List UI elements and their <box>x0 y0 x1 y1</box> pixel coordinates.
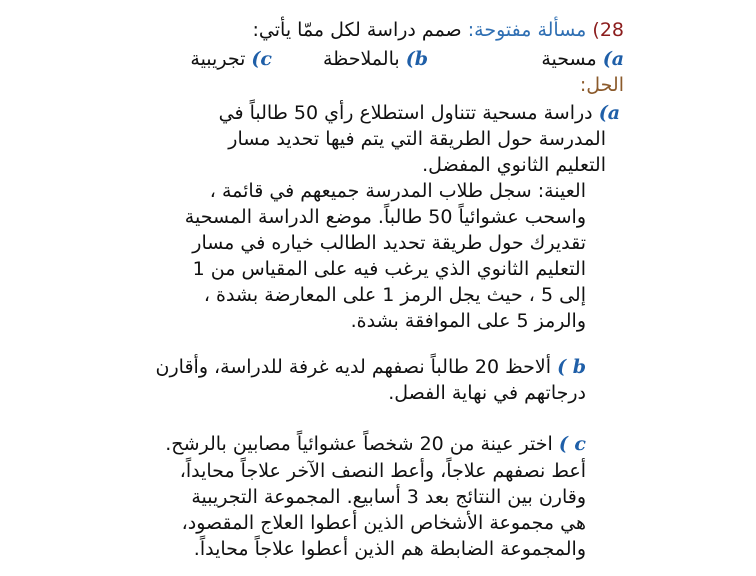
part-b-line-2: درجاتهم في نهاية الفصل. <box>388 382 586 404</box>
part-c-line-5: والمجموعة الضابطة هم الذين أعطوا علاجاً محايداً. <box>193 538 586 560</box>
part-a-line-1 <box>219 100 620 126</box>
part-a-line-2: المدرسة حول الطريقة التي يتم فيها تحديد مسار <box>228 128 606 150</box>
part-a-line-5: واسحب عشوائياً 50 طالباً. موضع الدراسة المسحية <box>184 206 586 228</box>
part-a-line-8: إلى 5 ، حيث يجل الرمز 1 على المعارضة بشدة ، <box>203 284 586 306</box>
option-b <box>323 46 428 72</box>
part-b-line-1 <box>156 354 586 380</box>
option-c <box>190 46 272 72</box>
part-a-text-1: دراسة مسحية تتناول استطلاع رأي 50 طالباً في <box>218 102 593 124</box>
option-c-mark: c) <box>251 48 272 70</box>
part-a-mark: a) <box>598 102 620 124</box>
part-a-line-7: التعليم الثانوي الذي يرغب فيه على المقياس من 1 <box>192 258 586 280</box>
option-a <box>541 46 624 72</box>
option-a-text: مسحية <box>541 48 597 70</box>
option-b-mark: b) <box>405 48 428 70</box>
option-c-text: تجريبية <box>190 48 246 70</box>
solution-label: الحل: <box>579 74 624 96</box>
part-c-text-1: اختر عينة من 20 شخصاً عشوائياً مصابين بالرشح. <box>165 433 553 455</box>
question-prompt: صمم دراسة لكل ممّا يأتي: <box>252 19 462 41</box>
option-b-text: بالملاحظة <box>322 48 400 70</box>
part-c-line-3: وقارن بين النتائج بعد 3 أسابيع. المجموعة التجريبية <box>191 486 586 508</box>
part-c-line-2: أعط نصفهم علاجاً، وأعط النصف الآخر علاجاً محايداً، <box>179 460 586 482</box>
part-a-line-9: والرمز 5 على الموافقة بشدة. <box>350 310 586 332</box>
part-a-line-4: العينة: سجل طلاب المدرسة جميعهم في قائمة ، <box>209 180 586 202</box>
question-header <box>253 17 624 43</box>
part-a-line-3: التعليم الثانوي المفضل. <box>422 154 606 176</box>
part-c-mark: c ) <box>558 433 586 455</box>
part-a-line-6: تقديرك حول طريقة تحديد الطالب خياره في مسار <box>192 232 586 254</box>
part-b-mark: b ) <box>557 356 586 378</box>
question-number: 28) <box>592 19 624 41</box>
part-b-text-1: ألاحظ 20 طالباً نصفهم لديه غرفة للدراسة، وأقارن <box>155 356 552 378</box>
option-a-mark: a) <box>602 48 624 70</box>
part-c-line-1 <box>165 431 586 457</box>
question-type-label: مسألة مفتوحة: <box>467 19 587 41</box>
part-c-line-4: هي مجموعة الأشخاص الذين أعطوا العلاج المقصود، <box>181 512 586 534</box>
